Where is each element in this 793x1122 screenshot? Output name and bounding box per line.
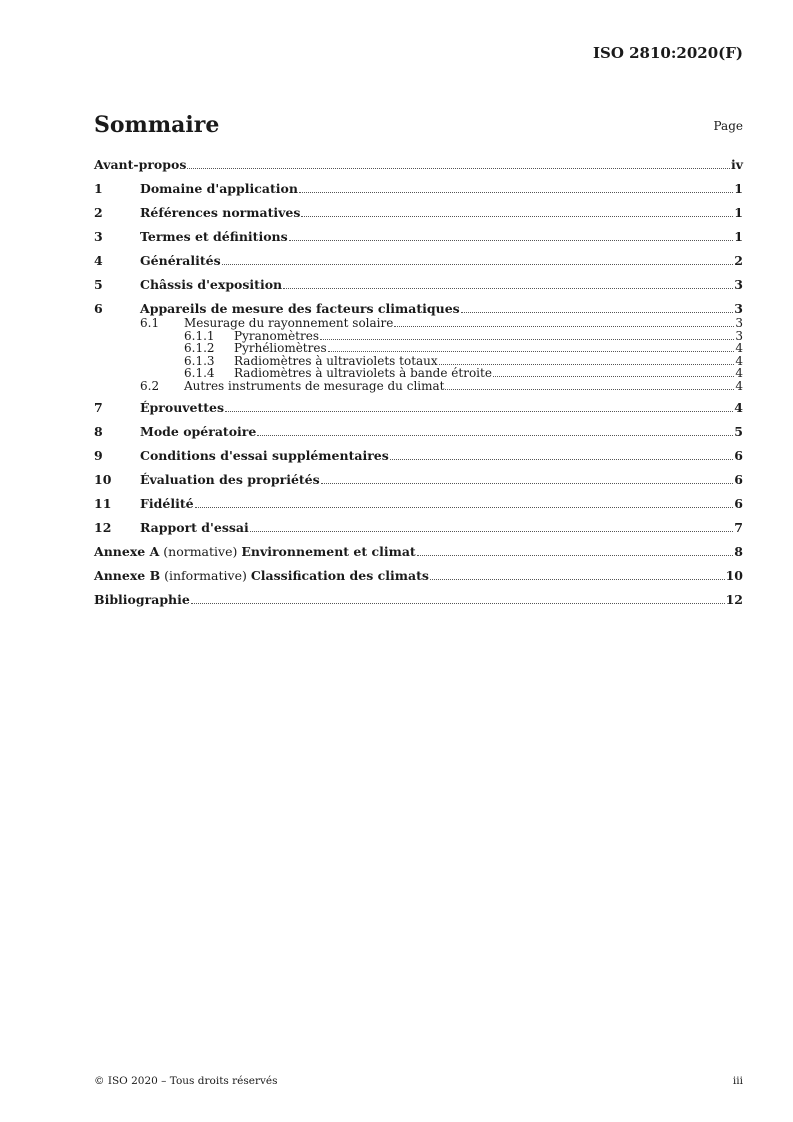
toc-entry-label: Avant-propos — [94, 157, 187, 172]
toc-entry-number: 9 — [94, 448, 103, 463]
toc-entry-number: 10 — [94, 472, 112, 487]
toc-leader-dots — [225, 411, 733, 412]
toc-leader-dots — [320, 339, 734, 340]
toc-entry-page: 1 — [734, 229, 743, 244]
toc-leader-dots — [222, 264, 734, 265]
toc-leader-dots — [283, 288, 733, 289]
toc-entry-label: Châssis d'exposition — [140, 277, 283, 292]
toc-entry-number: 11 — [94, 496, 112, 511]
toc-entry-number: 6.1.3 — [184, 353, 215, 368]
toc-leader-dots — [299, 192, 733, 193]
toc-entry-label: Appareils de mesure des facteurs climatiques — [140, 301, 460, 316]
toc-entry-number: 2 — [94, 205, 103, 220]
toc-entry-number: 3 — [94, 229, 103, 244]
toc-entry-page: 12 — [725, 592, 743, 607]
toc-entry-number: 1 — [94, 181, 103, 196]
toc-entry-label: Références normatives — [140, 205, 301, 220]
toc-entry-label: Généralités — [140, 253, 221, 268]
toc-entry-label: Classification des climats — [250, 568, 429, 583]
toc-entry-label: Évaluation des propriétés — [140, 472, 320, 487]
toc-leader-dots — [187, 168, 730, 169]
toc-leader-dots — [328, 351, 735, 352]
toc-entry-page: 5 — [734, 424, 743, 439]
toc-entry-number: 6.1 — [140, 316, 160, 330]
document-id: ISO 2810:2020(F) — [592, 44, 743, 62]
toc-entry-4[interactable] — [94, 244, 743, 268]
toc-entry-label: Pyranomètres — [234, 328, 319, 343]
toc-entry-6-1-3[interactable] — [94, 354, 743, 367]
toc-leader-dots — [439, 364, 735, 365]
toc-entry-bibliographie[interactable] — [94, 583, 743, 607]
toc-entry-page: 3 — [735, 316, 743, 330]
toc-entry-number: 5 — [94, 277, 103, 292]
toc-entry-label: Mesurage du rayonnement solaire — [184, 316, 394, 330]
toc-leader-dots — [289, 240, 734, 241]
toc-annex-prefix: Annexe B — [94, 568, 161, 583]
toc-entry-number: 7 — [94, 400, 103, 415]
toc-entry-2[interactable] — [94, 196, 743, 220]
toc-entry-label: Pyrhéliomètres — [234, 341, 327, 355]
toc-entry-page: iv — [730, 157, 743, 172]
toc-entry-9[interactable] — [94, 439, 743, 463]
toc-entry-page: 3 — [734, 277, 743, 292]
toc-entry-page: 4 — [735, 366, 743, 380]
toc-title: Sommaire — [94, 112, 220, 138]
toc-entry-label: Autres instruments de mesurage du climat — [184, 378, 445, 393]
toc-entry-page: 8 — [734, 544, 743, 559]
toc-entry-label: Termes et définitions — [140, 229, 288, 244]
toc-entry-label: Mode opératoire — [140, 424, 257, 439]
toc-entry-label: Fidélité — [140, 496, 194, 511]
toc-entry-page: 3 — [735, 328, 743, 343]
toc-entry-avant-propos[interactable] — [94, 154, 743, 172]
toc-leader-dots — [417, 555, 734, 556]
toc-entry-page: 2 — [734, 253, 743, 268]
toc-entry-page: 6 — [734, 448, 743, 463]
toc-entry-10[interactable] — [94, 463, 743, 487]
toc-entry-11[interactable] — [94, 487, 743, 511]
toc-entry-label: Bibliographie — [94, 592, 190, 607]
toc-entry-number: 8 — [94, 424, 103, 439]
toc-entry-number: 6 — [94, 301, 103, 316]
toc-entry-number: 6.2 — [140, 378, 160, 393]
toc-entry-label: Radiomètres à ultraviolets à bande étroite — [234, 366, 492, 380]
footer-copyright: © ISO 2020 – Tous droits réservés — [94, 1075, 278, 1087]
toc-leader-dots — [191, 603, 725, 604]
toc-annex-qualifier: (normative) — [159, 544, 242, 559]
toc-entry-3[interactable] — [94, 220, 743, 244]
toc-annex-qualifier: (informative) — [160, 568, 251, 583]
toc-entry-6-1-4[interactable] — [94, 366, 743, 379]
toc-entry-label: Environnement et climat — [241, 544, 416, 559]
toc-entry-label: Conditions d'essai supplémentaires — [140, 448, 389, 463]
toc-entry-number: 6.1.4 — [184, 366, 215, 380]
toc-entry-number: 12 — [94, 520, 112, 535]
toc-entry-1[interactable] — [94, 172, 743, 196]
toc-entry-page: 4 — [735, 341, 743, 355]
toc-entry-7[interactable] — [94, 391, 743, 415]
toc-entry-page: 4 — [734, 400, 743, 415]
toc-entry-page: 10 — [725, 568, 743, 583]
toc-entry-5[interactable] — [94, 268, 743, 292]
toc-entry-page: 4 — [735, 353, 743, 368]
toc-leader-dots — [394, 326, 734, 327]
toc-entry-page: 6 — [734, 472, 743, 487]
toc-entry-12[interactable] — [94, 511, 743, 535]
footer-page-number: iii — [732, 1075, 743, 1087]
toc-leader-dots — [257, 435, 733, 436]
toc-leader-dots — [301, 216, 733, 217]
toc-leader-dots — [493, 376, 734, 377]
toc-entry-number: 4 — [94, 253, 103, 268]
toc-entry-label: Rapport d'essai — [140, 520, 249, 535]
toc-entry-6[interactable] — [94, 292, 743, 316]
toc-leader-dots — [250, 531, 734, 532]
toc-entry-label: Éprouvettes — [140, 400, 225, 415]
toc-leader-dots — [195, 507, 734, 508]
table-of-contents — [94, 154, 743, 607]
toc-entry-8[interactable] — [94, 415, 743, 439]
toc-entry-6-1-2[interactable] — [94, 341, 743, 354]
toc-annex-prefix: Annexe A — [94, 544, 160, 559]
toc-page-column-label: Page — [713, 119, 743, 133]
toc-entry-page: 3 — [734, 301, 743, 316]
toc-entry-number: 6.1.1 — [184, 328, 215, 343]
toc-leader-dots — [430, 579, 725, 580]
toc-leader-dots — [461, 312, 734, 313]
toc-leader-dots — [321, 483, 734, 484]
toc-entry-page: 4 — [735, 378, 743, 393]
toc-entry-number: 6.1.2 — [184, 341, 215, 355]
toc-entry-label: Radiomètres à ultraviolets totaux — [234, 353, 438, 368]
toc-leader-dots — [445, 389, 734, 390]
toc-entry-6-1[interactable] — [94, 316, 743, 329]
toc-entry-6-1-1[interactable] — [94, 329, 743, 342]
toc-entry-label: Domaine d'application — [140, 181, 298, 196]
toc-entry-page: 1 — [734, 205, 743, 220]
toc-entry-page: 6 — [734, 496, 743, 511]
toc-leader-dots — [390, 459, 734, 460]
toc-entry-annexe-a[interactable] — [94, 535, 743, 559]
toc-entry-page: 1 — [734, 181, 743, 196]
toc-entry-6-2[interactable] — [94, 379, 743, 392]
toc-entry-page: 7 — [734, 520, 743, 535]
toc-entry-annexe-b[interactable] — [94, 559, 743, 583]
